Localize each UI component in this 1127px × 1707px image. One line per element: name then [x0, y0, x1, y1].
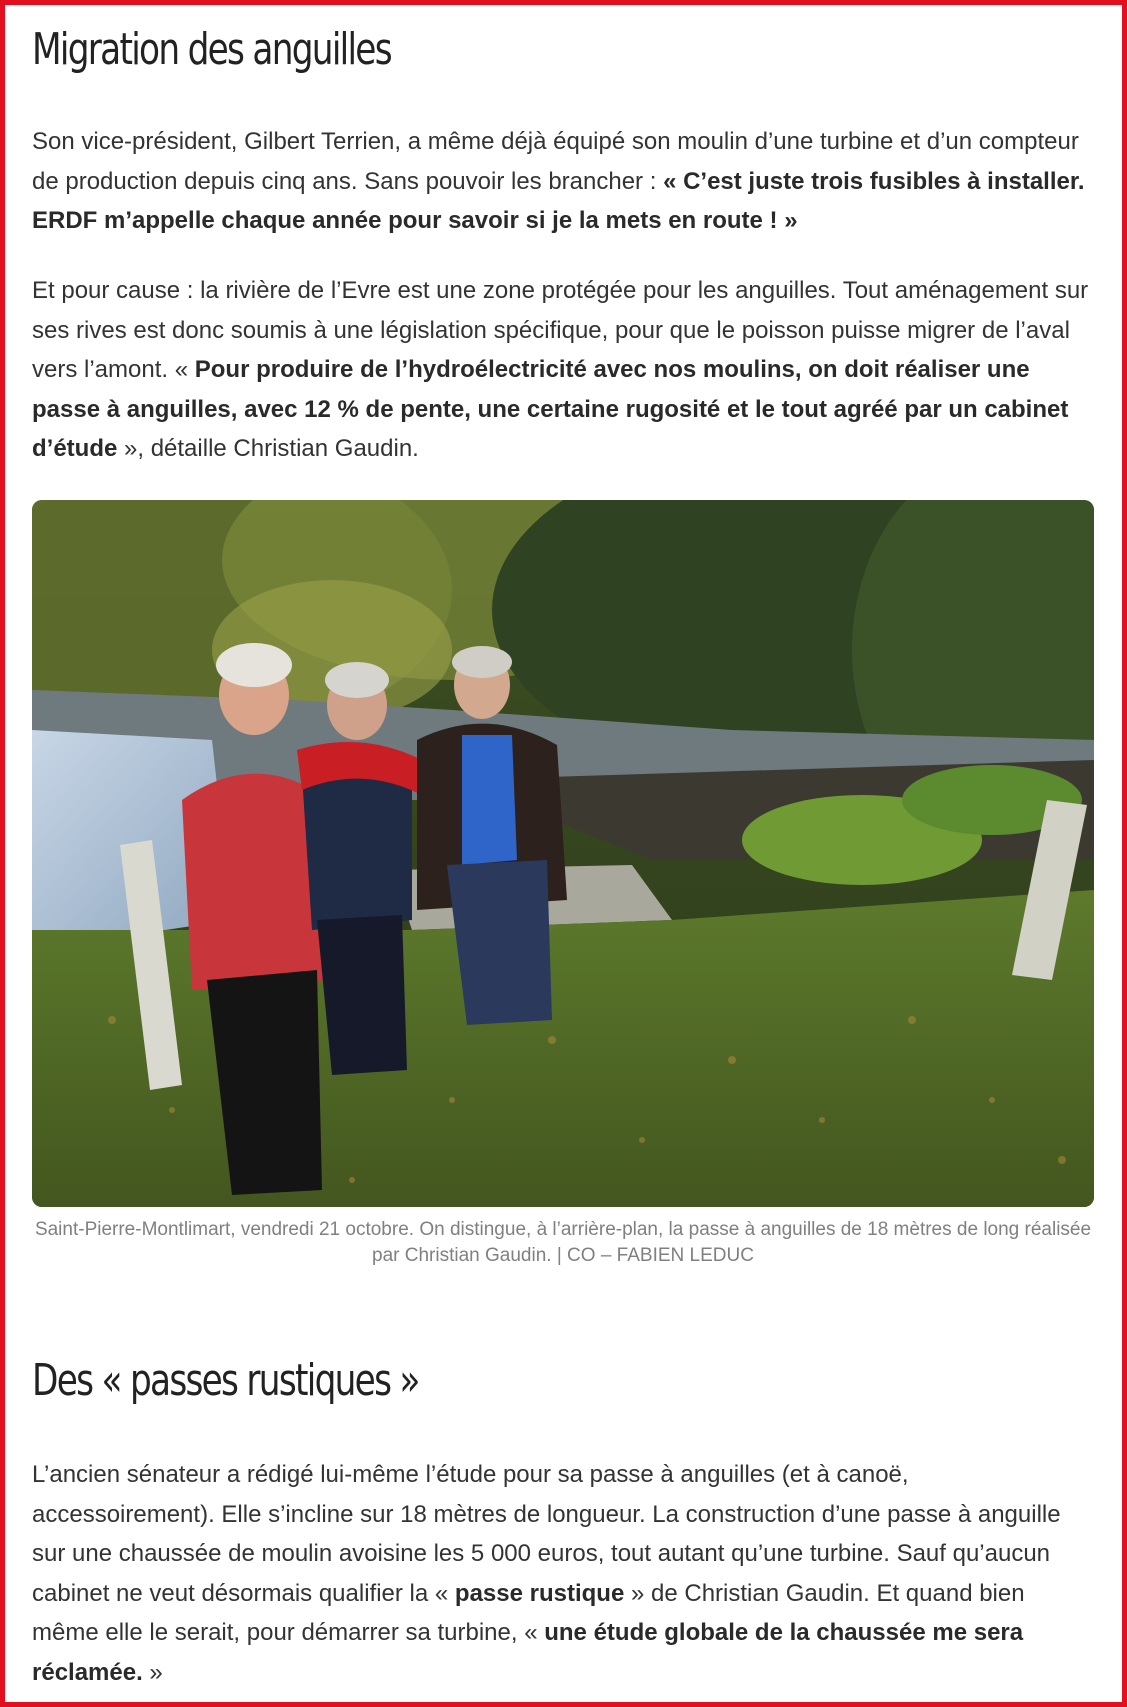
- paragraph-text: » de Christian Gaudin. Et quand bien même elle le serait, pour démarrer sa turbine, «: [32, 1579, 1025, 1646]
- section-heading-passes-rustiques: Des « passes rustiques »: [32, 1355, 419, 1406]
- photo-illustration: [32, 500, 1094, 1207]
- paragraph-former-senator: [32, 1455, 1095, 1692]
- paragraph-text: Et pour cause : la rivière de l’Evre est une zone protégée pour les anguilles. Tout aménagement sur ses rives est donc soumis à une législation spécifique, pour que le poisson puisse migrer de l’aval vers l’amont. «: [32, 277, 1089, 383]
- paragraph-text-end: »: [142, 1658, 163, 1686]
- article-photo: [32, 500, 1094, 1207]
- bold-quote: « C’est juste trois fusibles à installer. ERDF m’appelle chaque année pour savoir si je la mets en route ! »: [32, 167, 1085, 234]
- bold-quote: une étude globale de la chaussée me sera réclamée.: [32, 1619, 1024, 1686]
- paragraph-vice-president: [32, 122, 1095, 241]
- paragraph-evre-protection: [32, 271, 1095, 469]
- photo-caption: Saint-Pierre-Montlimart, vendredi 21 octobre. On distingue, à l’arrière-plan, la passe à anguilles de 18 mètres de long réalisée par Christian Gaudin. | CO – FABIEN LEDUC: [34, 1219, 1092, 1266]
- bold-quote: Pour produire de l’hydroélectricité avec nos moulins, on doit réaliser une passe à anguilles, avec 12 % de pente, une certaine rugosité et le tout agréé par un cabinet d’étude: [32, 356, 1069, 462]
- paragraph-text: L’ancien sénateur a rédigé lui-même l’étude pour sa passe à anguilles (et à canoë, accessoirement). Elle s’incline sur 18 mètres de longueur. La construction d’une passe à anguille sur une chaussée de moulin avoisine les 5 000 euros, tout autant qu’une turbine. Sauf qu’aucun cabinet ne veut désormais qualifier la «: [32, 1461, 1061, 1607]
- paragraph-text: Son vice-président, Gilbert Terrien, a même déjà équipé son moulin d’une turbine et d’un compteur de production depuis cinq ans. Sans pouvoir les brancher :: [32, 128, 1079, 195]
- paragraph-text-end: », détaille Christian Gaudin.: [117, 435, 419, 462]
- bold-phrase: passe rustique: [454, 1579, 625, 1607]
- section-heading-migration: Migration des anguilles: [32, 24, 391, 75]
